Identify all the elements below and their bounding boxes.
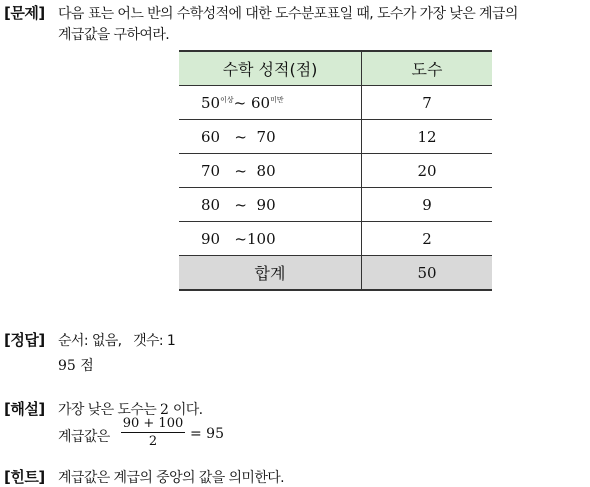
problem-text-line1: 다음 표는 어느 반의 수학성적에 대한 도수분포표일 때, 도수가 가장 낮은 계급의 [58, 6, 518, 22]
solution-line1: 가장 낮은 도수는 2 이다. [58, 402, 203, 418]
total-label: 합계 [179, 256, 362, 291]
table-row [179, 120, 492, 154]
frequency-cell: 2 [422, 229, 432, 248]
total-value: 50 [362, 256, 493, 291]
frequency-cell: 20 [417, 161, 437, 180]
class-range: 60 ~ 70 [179, 120, 362, 154]
answer-line2: 95 점 [58, 358, 94, 374]
fraction-bar [121, 432, 185, 433]
header-frequency: 도수 [362, 51, 493, 86]
hint-label: [힌트] [4, 468, 45, 486]
class-range: 90 ~100 [179, 222, 362, 256]
frequency-cell: 12 [417, 127, 437, 146]
class-range: $50^{이상}\sim$ $60^{미만}$ [179, 86, 362, 120]
class-range: 70 ~ 80 [179, 154, 362, 188]
table-row [179, 154, 492, 188]
answer-label: [정답] [4, 331, 45, 349]
solution-result: = 95 [190, 426, 224, 442]
hint-text: 계급값은 계급의 중앙의 값을 의미한다. [58, 470, 285, 486]
fraction-denominator: 2 [148, 434, 158, 449]
frequency-cell: 9 [422, 195, 432, 214]
frequency-table [179, 50, 492, 291]
table-row [179, 86, 492, 120]
solution-fraction [121, 416, 185, 449]
solution-label: [해설] [4, 400, 45, 418]
fraction-numerator: 90 + 100 [122, 416, 184, 431]
header-score: 수학 성적(점) [179, 51, 362, 86]
answer-line1: 순서: 없음, 갯수: 1 [58, 333, 176, 349]
table-row [179, 222, 492, 256]
frequency-cell: 7 [422, 93, 432, 112]
problem-text-line2: 계급값을 구하여라. [58, 27, 170, 43]
table-total-row [179, 256, 492, 291]
solution-line2-prefix: 계급값은 [58, 429, 110, 445]
table-row [179, 188, 492, 222]
problem-label: [문제] [4, 4, 45, 22]
table-header-row [179, 51, 492, 86]
class-range: 80 ~ 90 [179, 188, 362, 222]
